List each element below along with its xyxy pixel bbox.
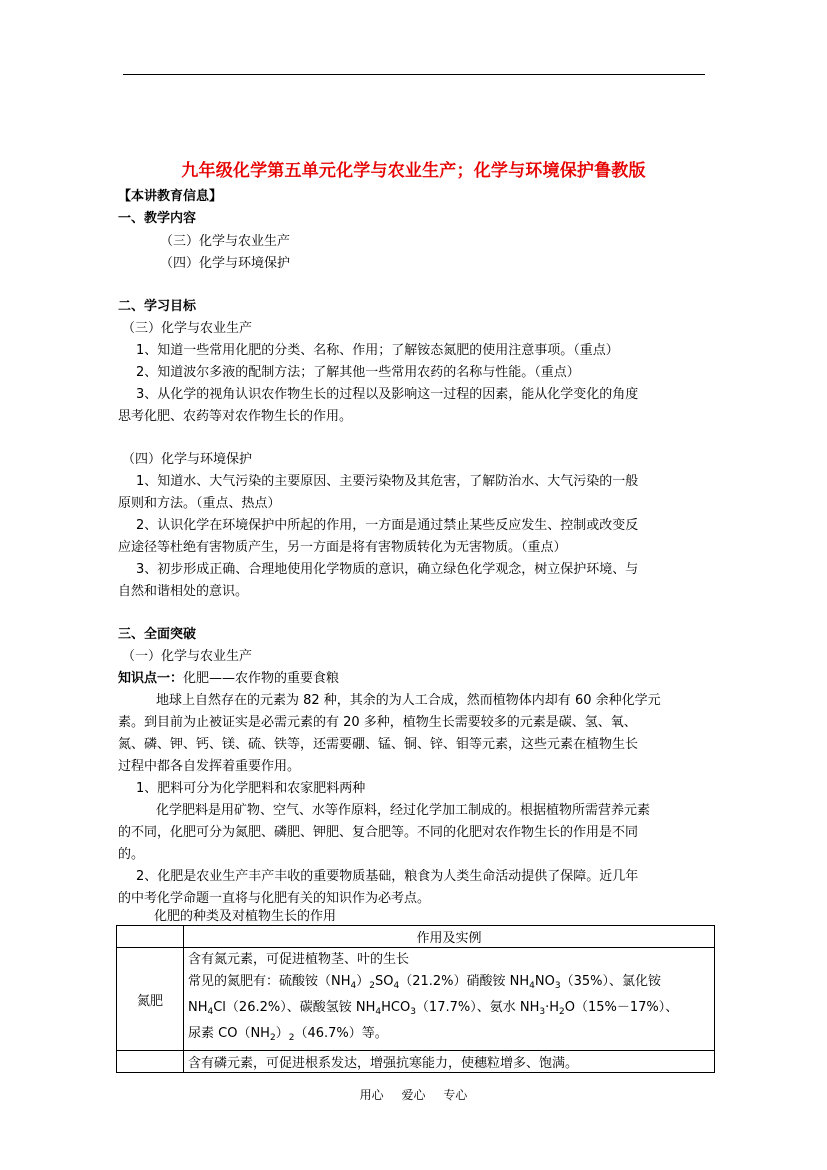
section-3-heading: 三、全面突破: [118, 627, 197, 642]
table-row: [117, 1051, 715, 1073]
table-row-content: 含有磷元素，可促进根系发达，增强抗寒能力，使穗粒增多、饱满。: [184, 1051, 715, 1073]
table-header-cell-empty: [117, 926, 184, 948]
goal-item: 3、从化学的视角认识农作物生长的过程以及影响这一过程的因素，能从化学变化的角度: [136, 387, 639, 402]
table-header-row: [117, 926, 715, 948]
goal-item: 3、初步形成正确、合理地使用化学物质的意识，确立绿色化学观念，树立保护环境、与: [136, 562, 639, 577]
table-row-content: [184, 948, 715, 1051]
goal-item-cont: 原则和方法。（重点、热点）: [118, 496, 281, 511]
table-header-cell: 作用及实例: [184, 926, 715, 948]
goal-item: 1、知道水、大气污染的主要原因、主要污染物及其危害，了解防治水、大气污染的一般: [136, 474, 639, 489]
paragraph-line: 氮、磷、钾、钙、镁、硫、铁等，还需要硼、锰、铜、锌、钼等元素，这些元素在植物生长: [118, 737, 639, 752]
row-line: 含有氮元素，可促进植物茎、叶的生长: [188, 952, 410, 967]
paragraph-line: 2、化肥是农业生产丰产丰收的重要物质基础，粮食为人类生命活动提供了保障。近几年: [136, 869, 639, 884]
goal-item-cont: 思考化肥、农药等对农作物生长的作用。: [118, 409, 353, 424]
goal-item: 2、知道波尔多液的配制方法；了解其他一些常用农药的名称与性能。（重点）: [136, 365, 580, 380]
knowledge-point-text: 化肥——农作物的重要食粮: [183, 671, 340, 686]
paragraph-line: 地球上自然存在的元素为 82 种，其余的为人工合成，然而植物体内却有 60 余种化学元: [156, 693, 661, 708]
paragraph-line: 的中考化学命题一直将与化肥有关的知识作为必考点。: [118, 891, 431, 906]
goals-subheading-4: （四）化学与环境保护: [122, 452, 253, 467]
goal-item: 2、认识化学在环境保护中所起的作用，一方面是通过禁止某些反应发生、控制或改变反: [136, 518, 639, 533]
page-footer: 用心 爱心 专心: [359, 1088, 468, 1102]
row-line: $NH_4Cl(26.2\%)$、碳酸氢铵 $NH_4HCO_3(17.7\%)$、氨水 $NH_3\cdot H_2O(15\%-17\%)$、: [188, 1000, 679, 1017]
section-1-heading: 一、教学内容: [118, 211, 197, 226]
paragraph-line: 的。: [118, 847, 145, 862]
table-caption: 化肥的种类及对植物生长的作用: [154, 909, 337, 924]
header-rule: [123, 74, 705, 75]
paragraph-line: 素。到目前为止被证实是必需元素的有 20 多种，植物生长需要较多的元素是碳、氢、氧、: [118, 715, 637, 730]
table-row: [117, 948, 715, 1051]
section-2-heading: 二、学习目标: [118, 299, 197, 314]
row-line: 尿素 $CO(NH_2)_2(46.7\%)$等。: [188, 1026, 388, 1043]
row-line: 常见的氮肥有：硫酸铵$(NH_4)_2SO_4(21.2\%)$硝酸铵 $NH_4NO_3(35\%)$、氯化铵: [188, 974, 661, 991]
section-3-subheading: （一）化学与农业生产: [122, 649, 253, 664]
paragraph-line: 1、肥料可分为化学肥料和农家肥料两种: [136, 781, 366, 796]
knowledge-point-label: 知识点一：: [118, 671, 184, 686]
goal-item-cont: 自然和谐相处的意识。: [118, 584, 249, 599]
table-row-label: 氮肥: [117, 948, 184, 1051]
goal-item: 1、知道一些常用化肥的分类、名称、作用；了解铵态氮肥的使用注意事项。（重点）: [136, 343, 619, 358]
page-title: 九年级化学第五单元化学与农业生产；化学与环境保护鲁教版: [181, 161, 646, 181]
section-1-item: （四）化学与环境保护: [160, 256, 291, 271]
knowledge-point: [118, 668, 718, 690]
info-heading: 【本讲教育信息】: [118, 189, 223, 204]
table-row-label: [117, 1051, 184, 1073]
goal-item-cont: 应途径等杜绝有害物质产生，另一方面是将有害物质转化为无害物质。（重点）: [118, 540, 567, 555]
goals-subheading-3: （三）化学与农业生产: [122, 321, 253, 336]
paragraph-line: 化学肥料是用矿物、空气、水等作原料，经过化学加工制成的。根据植物所需营养元素: [156, 803, 651, 818]
section-1-item: （三）化学与农业生产: [160, 234, 291, 249]
paragraph-line: 过程中都各自发挥着重要作用。: [118, 759, 301, 774]
fertilizer-table: [116, 925, 715, 1073]
paragraph-line: 的不同，化肥可分为氮肥、磷肥、钾肥、复合肥等。不同的化肥对农作物生长的作用是不同: [118, 825, 639, 840]
